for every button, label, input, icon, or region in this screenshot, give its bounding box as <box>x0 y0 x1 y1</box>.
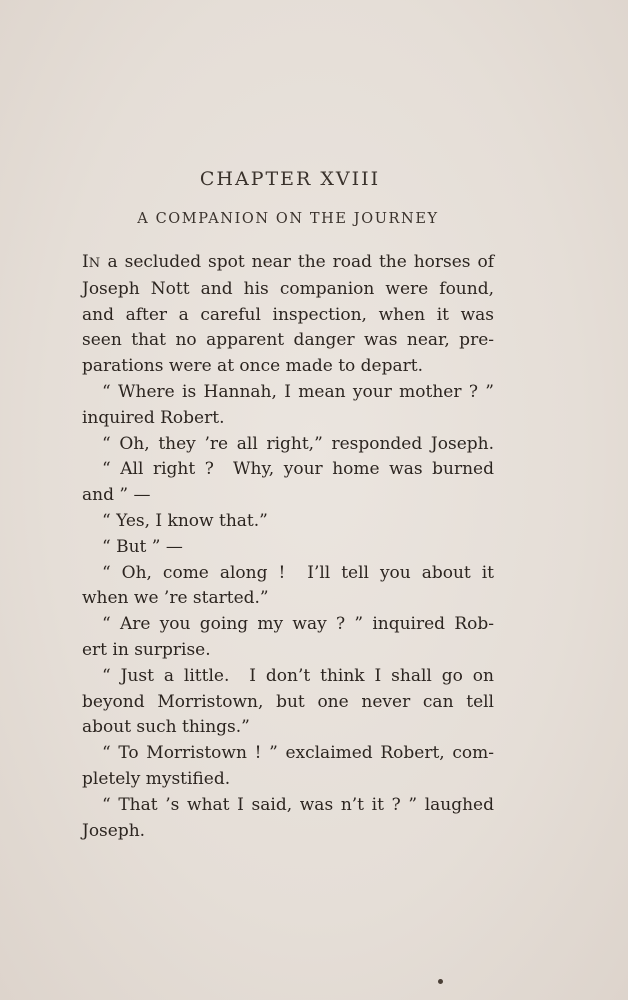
text-line: Joseph Nott and his companion were found, <box>82 278 494 299</box>
chapter-heading: CHAPTER XVIII <box>199 168 381 190</box>
text-line: when we ’re started.” <box>82 588 269 609</box>
text-line: pletely mystified. <box>82 768 231 789</box>
text-line: and after a careful inspection, when it was <box>82 304 494 325</box>
chapter-body-text <box>82 250 494 844</box>
text-line: about such things.” <box>82 717 250 738</box>
text-line: “ Oh, come along ! I’ll tell you about it <box>102 562 494 583</box>
text-line: beyond Morristown, but one never can tell <box>82 691 494 712</box>
text-line: inquired Robert. <box>82 407 225 428</box>
text-line: Joseph. <box>82 820 146 841</box>
text-line: “ To Morristown ! ” exclaimed Robert, com- <box>102 743 494 764</box>
text-line: “ Where is Hannah, I mean your mother ? ” <box>102 381 494 402</box>
text-line: “ Oh, they ’re all right,” responded Joseph. <box>102 433 494 454</box>
page-mark <box>438 979 443 984</box>
text-line: seen that no apparent danger was near, pre- <box>82 330 494 351</box>
text-line: “ That ’s what I said, was n’t it ? ” laughed <box>102 794 494 815</box>
chapter-title: A COMPANION ON THE JOURNEY <box>137 211 439 227</box>
text-line: “ But ” — <box>102 536 183 557</box>
initial-word-rest: N <box>88 256 101 271</box>
text-line: IN a secluded spot near the road the horses of <box>82 252 494 272</box>
initial-letter: I <box>82 252 89 272</box>
text-line: “ All right ? Why, your home was burned <box>102 459 494 480</box>
text-line: ert in surprise. <box>82 639 211 660</box>
text-line: “ Yes, I know that.” <box>102 510 268 531</box>
text-line: parations were at once made to depart. <box>82 356 423 377</box>
text-line: “ Are you going my way ? ” inquired Rob- <box>102 614 494 635</box>
text-line: and ” — <box>82 485 151 506</box>
text-line: “ Just a little. I don’t think I shall go on <box>102 665 494 686</box>
